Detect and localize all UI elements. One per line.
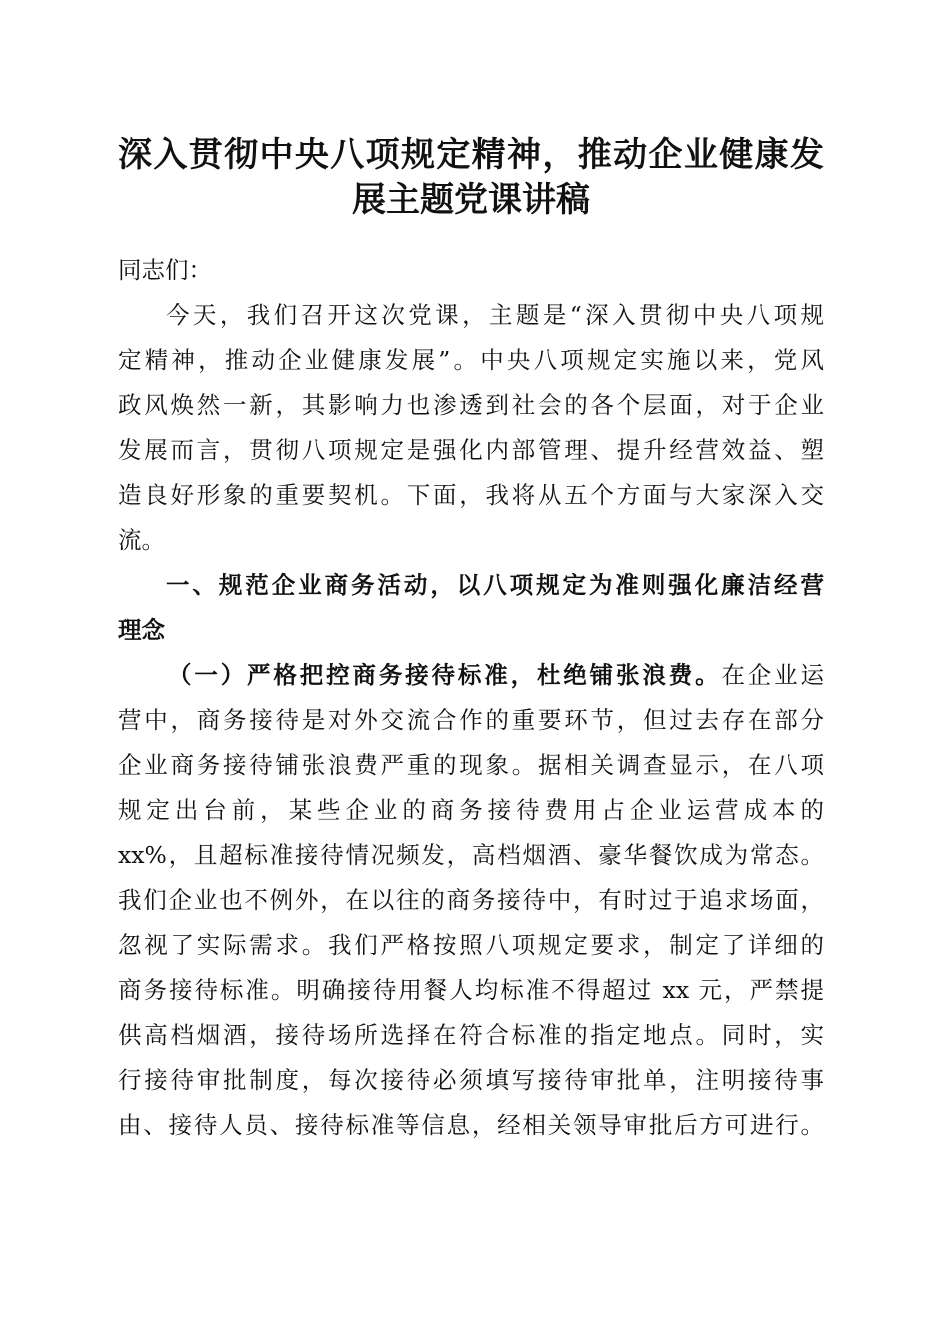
text-line: 商务接待标准。明确接待用餐人均标准不得超过 xx 元，严禁提 (118, 976, 824, 1004)
document-title (118, 132, 824, 222)
text-line: 企业商务接待铺张浪费严重的现象。据相关调查显示，在八项 (118, 751, 824, 779)
text-line: 政风焕然一新，其影响力也渗透到社会的各个层面，对于企业 (118, 391, 824, 419)
text-line: 营中，商务接待是对外交流合作的重要环节，但过去存在部分 (118, 706, 824, 734)
subsection-paragraph (118, 653, 824, 1148)
text-line: 流。 (118, 526, 165, 554)
text-line: 规定出台前，某些企业的商务接待费用占企业运营成本的 (118, 796, 824, 824)
text-line: 造良好形象的重要契机。下面，我将从五个方面与大家深入交 (118, 481, 824, 509)
heading-line: 一、规范企业商务活动，以八项规定为准则强化廉洁经营 (166, 571, 824, 599)
text-line: 忽视了实际需求。我们严格按照八项规定要求，制定了详细的 (118, 931, 824, 959)
heading-line: 理念 (118, 616, 165, 644)
text-line: 行接待审批制度，每次接待必须填写接待审批单，注明接待事 (118, 1066, 824, 1094)
document-body (118, 248, 824, 1148)
title-line: 展主题党课讲稿 (352, 180, 590, 220)
salutation: 同志们： (118, 256, 212, 284)
title-line: 深入贯彻中央八项规定精神，推动企业健康发 (118, 135, 824, 175)
text-line: xx%，且超标准接待情况频发，高档烟酒、豪华餐饮成为常态。 (118, 841, 824, 869)
section-heading (118, 563, 824, 653)
text-fragment: 在企业运 (721, 661, 825, 689)
text-line: 我们企业也不例外，在以往的商务接待中，有时过于追求场面， (118, 886, 824, 914)
text-line: 由、接待人员、接待标准等信息，经相关领导审批后方可进行。 (118, 1111, 824, 1139)
text-line: 定精神，推动企业健康发展”。中央八项规定实施以来，党风 (118, 346, 824, 374)
text-line (118, 653, 824, 698)
text-line: 今天，我们召开这次党课，主题是“深入贯彻中央八项规 (166, 301, 824, 329)
text-line: 发展而言，贯彻八项规定是强化内部管理、提升经营效益、塑 (118, 436, 824, 464)
intro-paragraph (118, 293, 824, 563)
text-line: 供高档烟酒，接待场所选择在符合标准的指定地点。同时，实 (118, 1021, 824, 1049)
subsection-lead: （一）严格把控商务接待标准，杜绝铺张浪费。 (168, 661, 722, 689)
